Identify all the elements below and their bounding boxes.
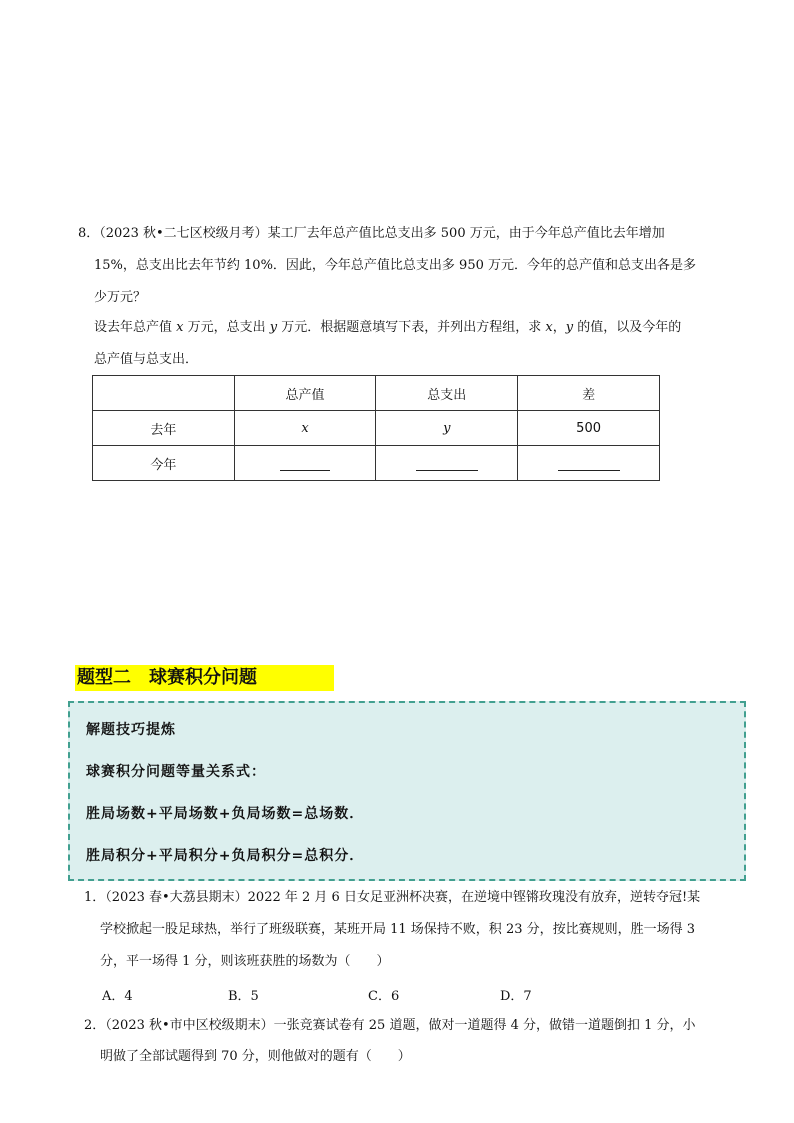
table-header-cell — [93, 376, 235, 411]
table-cell: x — [234, 411, 376, 446]
q8-line-1: 8．（2023 秋•二七区校级月考）某工厂去年总产值比总支出多 500 万元，由于今年总产值比去年增加 — [78, 226, 665, 241]
fill-in-table — [92, 375, 660, 481]
q1-line-2: 学校掀起一股足球热，举行了班级联赛，某班开局 11 场保持不败，积 23 分，按比赛规则，胜一场得 3 — [100, 922, 696, 937]
var-y: y — [269, 320, 278, 335]
option-c[interactable]: C．6 — [368, 989, 400, 1004]
q8-line-3: 少万元？ — [94, 290, 147, 305]
table-cell: 今年 — [93, 446, 235, 481]
table-cell: y — [376, 411, 518, 446]
var-y: y — [565, 320, 574, 335]
q8-line-5: 总产值与总支出． — [94, 352, 199, 367]
table-cell-blank[interactable] — [518, 446, 660, 481]
answer-blank[interactable] — [416, 456, 478, 471]
table-row — [93, 411, 660, 446]
tips-line-2: 胜局场数+平局场数+负局场数=总场数． — [86, 806, 365, 822]
option-a[interactable]: A．4 — [102, 989, 133, 1004]
q1-line-3: 分，平一场得 1 分，则该班获胜的场数为（ ） — [100, 954, 390, 969]
table-cell-blank[interactable] — [234, 446, 376, 481]
option-d[interactable]: D．7 — [500, 989, 532, 1004]
q8-line-2: 15%，总支出比去年节约 10%．因此，今年总产值比总支出多 950 万元．今年的总产值和总支出各是多 — [94, 258, 696, 273]
table-header-cell: 总支出 — [376, 376, 518, 411]
table-header-cell: 差 — [518, 376, 660, 411]
table-cell-blank[interactable] — [376, 446, 518, 481]
var-x: x — [176, 320, 184, 335]
answer-blank[interactable] — [280, 456, 330, 471]
option-b[interactable]: B．5 — [228, 989, 259, 1004]
var-x: x — [545, 320, 553, 335]
q8-line-4-part-a: 设去年总产值 — [94, 320, 177, 335]
tips-heading: 解题技巧提炼 — [86, 722, 176, 738]
table-cell: 去年 — [93, 411, 235, 446]
table-header-cell: 总产值 — [234, 376, 376, 411]
q2-line-1: 2．（2023 秋•市中区校级期末）一张竞赛试卷有 25 道题，做对一道题得 4 分，做错一道题倒扣 1 分，小 — [84, 1018, 696, 1033]
q8-line-4-part-e: ， — [552, 320, 566, 335]
section-title: 题型二 球赛积分问题 — [75, 665, 334, 691]
q8-line-4-part-b: 万元，总支出 — [183, 320, 270, 335]
tips-line-1: 球赛积分问题等量关系式： — [86, 764, 266, 780]
table-cell: 500 — [518, 411, 660, 446]
q2-line-2: 明做了全部试题得到 70 分，则他做对的题有（ ） — [100, 1049, 411, 1064]
q8-line-4-part-c: 万元．根据题意填写下表，并列出方程组，求 — [277, 320, 546, 335]
tips-box — [68, 701, 746, 881]
q8-line-4-part-g: 的值，以及今年的 — [573, 320, 682, 335]
table-header-row — [93, 376, 660, 411]
q1-line-1: 1．（2023 春•大荔县期末）2022 年 2 月 6 日女足亚洲杯决赛，在逆境中铿锵玫瑰没有放弃，逆转夺冠!某 — [84, 890, 701, 905]
tips-line-3: 胜局积分+平局积分+负局积分=总积分． — [86, 848, 365, 864]
table-row — [93, 446, 660, 481]
answer-blank[interactable] — [558, 456, 620, 471]
q8-line-4 — [94, 318, 681, 338]
